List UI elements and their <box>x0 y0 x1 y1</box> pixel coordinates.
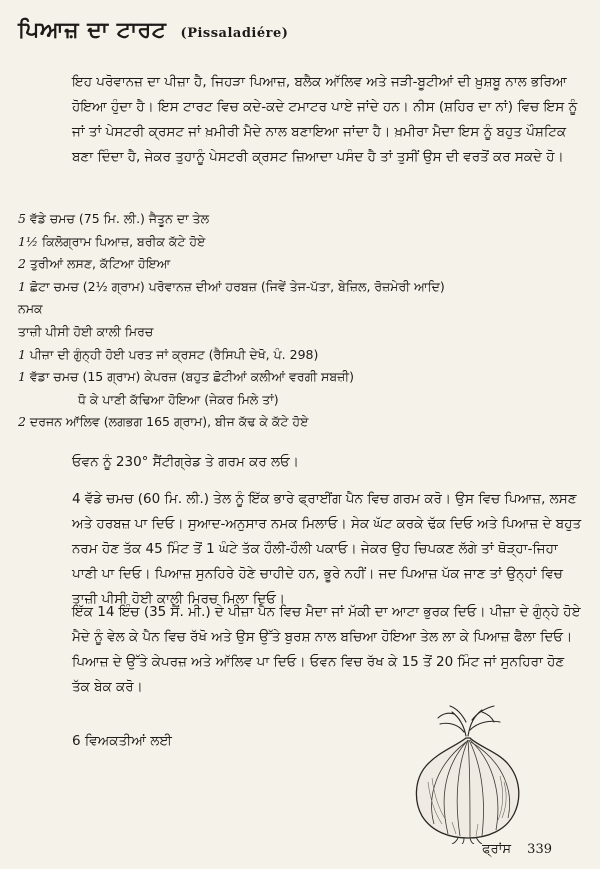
section-name: ਫ੍ਰਾਂਸ <box>482 842 512 857</box>
ingredient-list <box>18 208 578 434</box>
method-step-3: ਇੱਕ 14 ਇੰਚ (35 ਸੈਂ. ਮੀ.) ਦੇ ਪੀਜ਼ਾ ਪੈਨ ਵਿਚ ਮੈਦਾ ਜਾਂ ਮੱਕੀ ਦਾ ਆਟਾ ਭੁਰਕ ਦਿਓ। ਪੀਜ਼ਾ ਦੇ ਗੁੰਨ੍ਹੇ ਹੋਏ ਮੈਦੇ ਨੂੰ ਵੇਲ ਕੇ ਪੈਨ ਵਿਚ ਰੱਖੋ ਅਤੇ ਉਸ ਉੱਤੇ ਬੁਰਸ਼ ਨਾਲ ਬਚਿਆ ਹੋਇਆ ਤੇਲ ਲਾ ਕੇ ਪਿਆਜ਼ ਫੈਲਾ ਦਿਓ। ਪਿਆਜ਼ ਦੇ ਉੱਤੇ ਕੇਪਰਜ਼ ਅਤੇ ਆੱਲਿਵ ਪਾ ਦਿਓ। ਓਵਨ ਵਿਚ ਰੱਖ ਕੇ 15 ਤੋਂ 20 ਮਿੰਟ ਜਾਂ ਸੁਨਹਿਰਾ ਹੋਣ ਤੱਕ ਬੇਕ ਕਰੋ। <box>72 604 581 695</box>
ingredient-item: 2 ਦਰਜਨ ਆੱਲਿਵ (ਲਗਭਗ 165 ਗ੍ਰਾਮ), ਬੀਜ ਕੱਢ ਕੇ ਕੱਟੇ ਹੋਏ <box>18 414 309 430</box>
ingredient-item: 1 ਵੱਡਾ ਚਮਚ (15 ਗ੍ਰਾਮ) ਕੇਪਰਜ਼ (ਬਹੁਤ ਛੋਟੀਆਂ ਕਲੀਆਂ ਵਰਗੀ ਸਬਜ਼ੀ) <box>18 369 354 385</box>
recipe-title-subtitle: (Pissaladiére) <box>180 26 289 41</box>
ingredient-item: 1 ਪੀਜ਼ਾ ਦੀ ਗੁੰਨ੍ਹੀ ਹੋਈ ਪਰਤ ਜਾਂ ਕ੍ਰਸਟ (ਰੈਸਿਪੀ ਦੇਖੋ, ਪੰ. 298) <box>18 346 319 362</box>
ingredient-item: 1 ਛੋਟਾ ਚਮਚ (2½ ਗ੍ਰਾਮ) ਪਰੋਵਾਨਜ਼ ਦੀਆਂ ਹਰਬਜ਼ (ਜਿਵੇਂ ਤੇਜ-ਪੱਤਾ, ਬੇਜ਼ਿਲ, ਰੋਜ਼ਮੇਰੀ ਆਦਿ) <box>18 278 445 294</box>
ingredient-item: ਤਾਜ਼ੀ ਪੀਸੀ ਹੋਈ ਕਾਲੀ ਮਿਰਚ <box>18 323 154 339</box>
method-step-2: 4 ਵੱਡੇ ਚਮਚ (60 ਮਿ. ਲੀ.) ਤੇਲ ਨੂੰ ਇੱਕ ਭਾਰੇ ਫ੍ਰਾਈਂਗ ਪੈਨ ਵਿਚ ਗਰਮ ਕਰੋ। ਉਸ ਵਿਚ ਪਿਆਜ਼, ਲਸਣ ਅਤੇ ਹਰਬਜ਼ ਪਾ ਦਿਓ। ਸੁਆਦ-ਅਨੁਸਾਰ ਨਮਕ ਮਿਲਾਓ। ਸੇਕ ਘੱਟ ਕਰਕੇ ਢੱਕ ਦਿਓ ਅਤੇ ਪਿਆਜ਼ ਦੇ ਬਹੁਤ ਨਰਮ ਹੋਣ ਤੱਕ 45 ਮਿੰਟ ਤੋਂ 1 ਘੰਟੇ ਤੱਕ ਹੌਲੀ-ਹੌਲੀ ਪਕਾਓ। ਜੇਕਰ ਉਹ ਚਿਪਕਣ ਲੱਗੇ ਤਾਂ ਥੋੜ੍ਹਾ-ਜਿਹਾ ਪਾਣੀ ਪਾ ਦਿਓ। ਪਿਆਜ਼ ਸੁਨਹਿਰੇ ਹੋਣੇ ਚਾਹੀਦੇ ਹਨ, ਭੂਰੇ ਨਹੀਂ। ਜਦ ਪਿਆਜ਼ ਪੱਕ ਜਾਣ ਤਾਂ ਉਨ੍ਹਾਂ ਵਿਚ ਤਾਜ਼ੀ ਪੀਸੀ ਹੋਈ ਕਾਲੀ ਮਿਰਚ ਮਿਲਾ ਦਿਓ। <box>72 491 582 607</box>
method-step-1: ਓਵਨ ਨੂੰ 230° ਸੈਂਟੀਗ੍ਰੇਡ ਤੇ ਗਰਮ ਕਰ ਲਓ। <box>72 454 299 470</box>
ingredient-item: 5 ਵੱਡੇ ਚਮਚ (75 ਮਿ. ਲੀ.) ਜੈਤੂਨ ਦਾ ਤੇਲ <box>18 211 210 226</box>
ingredient-item: 2 ਤੁਰੀਆਂ ਲਸਣ, ਕੱਟਿਆ ਹੋਇਆ <box>18 256 171 272</box>
intro-paragraph: ਇਹ ਪਰੋਵਾਨਜ਼ ਦਾ ਪੀਜ਼ਾ ਹੈ, ਜਿਹੜਾ ਪਿਆਜ਼, ਬਲੈਕ ਆੱਲਿਵ ਅਤੇ ਜੜੀ-ਬੂਟੀਆਂ ਦੀ ਖ਼ੁਸ਼ਬੂ ਨਾਲ ਭਰਿਆ ਹੋਇਆ ਹੁੰਦਾ ਹੈ। ਇਸ ਟਾਰਟ ਵਿਚ ਕਦੇ-ਕਦੇ ਟਮਾਟਰ ਪਾਏ ਜਾਂਦੇ ਹਨ। ਨੀਸ (ਸ਼ਹਿਰ ਦਾ ਨਾਂ) ਵਿਚ ਇਸ ਨੂੰ ਜਾਂ ਤਾਂ ਪੇਸਟਰੀ ਕ੍ਰਸਟ ਜਾਂ ਖ਼ਮੀਰੀ ਮੈਦੇ ਨਾਲ ਬਣਾਇਆ ਜਾਂਦਾ ਹੈ। ਖ਼ਮੀਰਾ ਮੈਦਾ ਇਸ ਨੂੰ ਬਹੁਤ ਪੌਸ਼ਟਿਕ ਬਣਾ ਦਿੰਦਾ ਹੈ, ਜੇਕਰ ਤੁਹਾਨੂੰ ਪੇਸਟਰੀ ਕ੍ਰਸਟ ਜ਼ਿਆਦਾ ਪਸੰਦ ਹੈ ਤਾਂ ਤੁਸੀਂ ਉਸ ਦੀ ਵਰਤੋਂ ਕਰ ਸਕਦੇ ਹੋ। <box>72 74 578 165</box>
ingredient-item: ਨਮਕ <box>18 301 43 317</box>
servings-note: 6 ਵਿਅਕਤੀਆਂ ਲਈ <box>72 733 172 749</box>
ingredient-item: 1½ ਕਿਲੋਗ੍ਰਾਮ ਪਿਆਜ਼, ਬਰੀਕ ਕੱਟੇ ਹੋਏ <box>18 233 206 249</box>
onion-sketch-icon <box>408 702 528 844</box>
recipe-title-main: ਪਿਆਜ਼ ਦਾ ਟਾਰਟ <box>18 18 167 43</box>
page-number: 339 <box>527 842 552 857</box>
ingredient-item-continuation: ਧੋ ਕੇ ਪਾਣੀ ਕੱਢਿਆ ਹੋਇਆ (ਜੇਕਰ ਮਿਲੇ ਤਾਂ) <box>78 391 279 407</box>
recipe-title <box>18 18 288 43</box>
page-footer <box>482 842 552 857</box>
